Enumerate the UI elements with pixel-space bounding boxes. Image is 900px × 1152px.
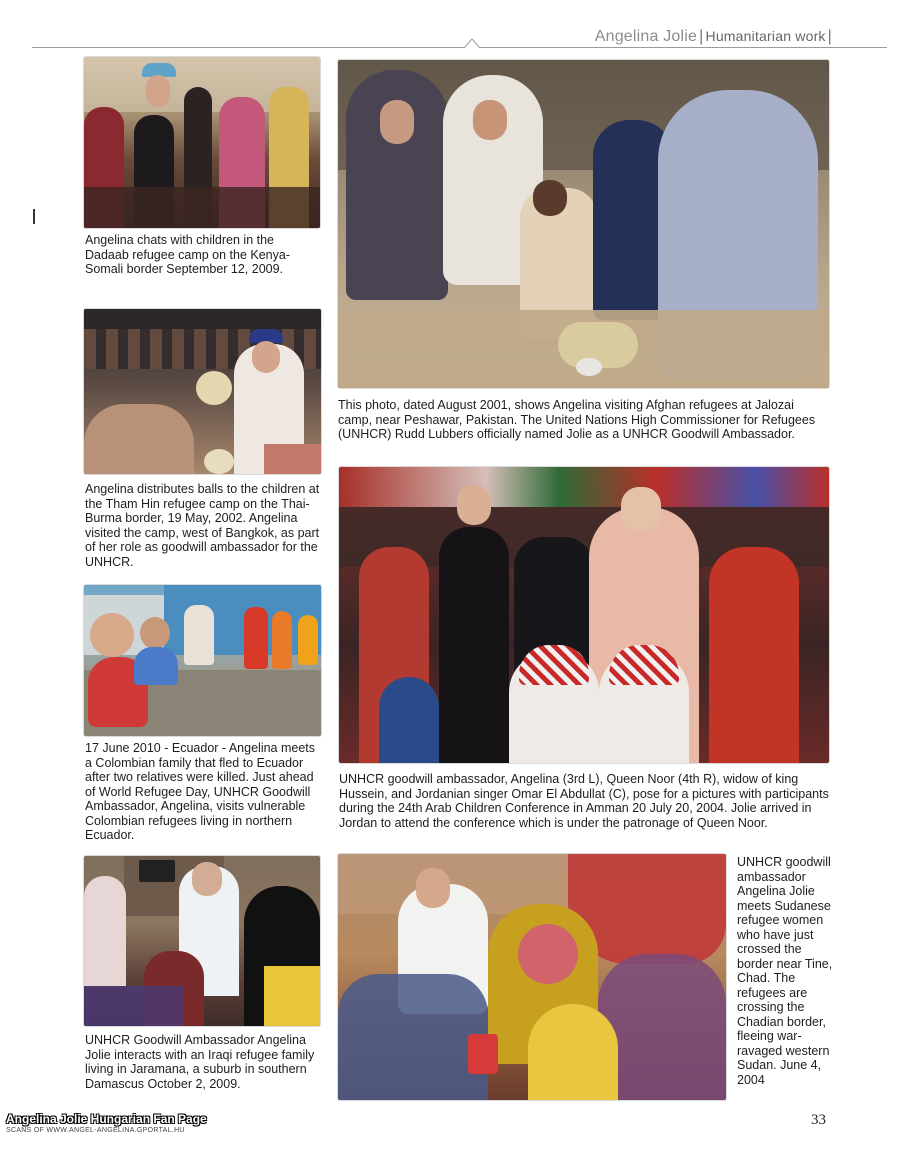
caption-tham-hin: Angelina distributes balls to the children at the Tham Hin refugee camp on the Thai-Burma border, 19 May, 2002. Angelina visited the camp, west of Bangkok, as part of her role as goodwill ambassador for the UNHCR.: [85, 482, 320, 569]
running-head-separator: |: [699, 28, 704, 45]
header-rule: [32, 47, 887, 48]
page-number: 33: [811, 1112, 826, 1128]
caption-chad: UNHCR goodwill ambassador Angelina Jolie meets Sudanese refugee women who have just crossed the border near Tine, Chad. The refugees are crossing the Chadian border, fleeing war-ravaged western Sudan. June 4, 2004: [737, 855, 833, 1087]
photo-ecuador: [84, 585, 321, 736]
watermark-subtitle: SCANS OF WWW.ANGEL-ANGELINA.GPORTAL.HU: [6, 1127, 185, 1134]
caption-amman: UNHCR goodwill ambassador, Angelina (3rd L), Queen Noor (4th R), widow of king Hussein, and Jordanian singer Omar El Abdullat (C), pose for a pictures with participants during the 24th Arab Children Conference in Amman 20 July 20, 2004. Jolie arrived in Jordan to attend the conference which is under the patronage of Queen Noor.: [339, 772, 829, 830]
running-head: [595, 28, 834, 46]
photo-chad: [338, 854, 726, 1100]
caption-ecuador: 17 June 2010 - Ecuador - Angelina meets a Colombian family that fled to Ecuador after two relatives were killed. Just ahead of World Refugee Day, UNHCR Goodwill Ambassador, Angelina, visits vulnerable Colombian refugees living in northern Ecuador.: [85, 741, 316, 842]
running-head-title: Angelina Jolie: [594, 28, 698, 45]
caption-damascus: UNHCR Goodwill Ambassador Angelina Jolie interacts with an Iraqi refugee family living in Jaramana, a suburb in southern Damascus October 2, 2009.: [85, 1033, 315, 1091]
margin-mark: [33, 209, 35, 224]
photo-tham-hin: [84, 309, 321, 474]
running-head-section: Humanitarian work: [705, 28, 826, 44]
watermark-title: Angelina Jolie Hungarian Fan Page: [6, 1112, 207, 1126]
header-notch: [464, 38, 480, 48]
watermark: [6, 1112, 246, 1134]
caption-jalozai: This photo, dated August 2001, shows Angelina visiting Afghan refugees at Jalozai camp, near Peshawar, Pakistan. The United Nations High Commissioner for Refugees (UNHCR) Rudd Lubbers officially named Jolie as a UNHCR Goodwill Ambassador.: [338, 398, 816, 441]
photo-dadaab: [84, 57, 320, 228]
running-head-separator-end: |: [827, 28, 832, 45]
photo-jalozai: [338, 60, 829, 388]
photo-damascus: [84, 856, 320, 1026]
caption-dadaab: Angelina chats with children in the Dadaab refugee camp on the Kenya-Somali border September 12, 2009.: [85, 233, 290, 276]
photo-amman: [339, 467, 829, 763]
